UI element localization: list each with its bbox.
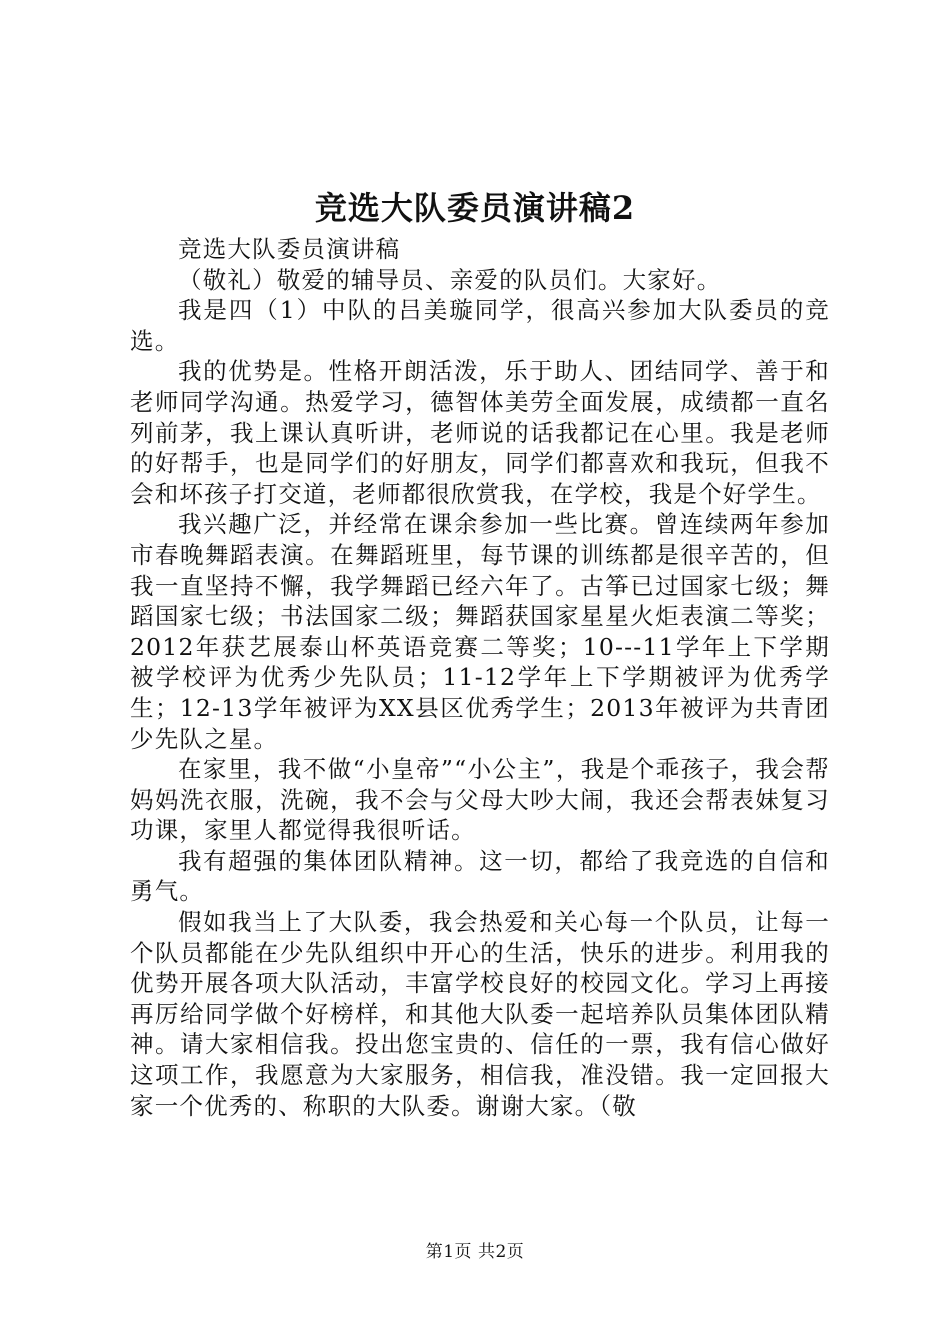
paragraph-interests-awards: 我兴趣广泛，并经常在课余参加一些比赛。曾连续两年参加市春晚舞蹈表演。在舞蹈班里，每节课的训练都是很辛苦的，但我一直坚持不懈，我学舞蹈已经六年了。古筝已过国家七级；舞蹈国家七级；书法国家二级；舞蹈获国家星星火炬表演二等奖；2012年获艺展泰山杯英语竞赛二等奖；10---11学年上下学期被学校评为优秀少先队员；11-12学年上下学期被评为优秀学生；12-13学年被评为XX县区优秀学生；2013年被评为共青团少先队之星。 bbox=[130, 510, 830, 753]
paragraph-team-spirit: 我有超强的集体团队精神。这一切，都给了我竞选的自信和勇气。 bbox=[130, 846, 830, 906]
paragraph-strengths: 我的优势是。性格开朗活泼，乐于助人、团结同学、善于和老师同学沟通。热爱学习，德智体美劳全面发展，成绩都一直名列前茅，我上课认真听讲，老师说的话我都记在心里。我是老师的好帮手，也是同学们的好朋友，同学们都喜欢和我玩，但我不会和坏孩子打交道，老师都很欣赏我，在学校，我是个好学生。 bbox=[130, 357, 830, 508]
paragraph-home-life: 在家里，我不做“小皇帝”“小公主”，我是个乖孩子，我会帮妈妈洗衣服，洗碗，我不会与父母大吵大闹，我还会帮表妹复习功课，家里人都觉得我很听话。 bbox=[130, 755, 830, 845]
paragraph-greeting: （敬礼）敬爱的辅导员、亲爱的队员们。大家好。 bbox=[178, 265, 722, 294]
document-body bbox=[130, 234, 830, 1121]
paragraph-promises: 假如我当上了大队委，我会热爱和关心每一个队员，让每一个队员都能在少先队组织中开心的生活，快乐的进步。利用我的优势开展各项大队活动，丰富学校良好的校园文化。学习上再接再厉给同学做个好榜样，和其他大队委一起培养队员集体团队精神。请大家相信我。投出您宝贵的、信任的一票，我有信心做好这项工作，我愿意为大家服务，相信我，准没错。我一定回报大家一个优秀的、称职的大队委。谢谢大家。（敬 bbox=[130, 908, 830, 1120]
page-number-footer: 第1页 共2页 bbox=[425, 1242, 525, 1262]
paragraph-introduction: 我是四（1）中队的吕美璇同学，很高兴参加大队委员的竞选。 bbox=[130, 296, 830, 355]
paragraph-heading: 竞选大队委员演讲稿 bbox=[178, 235, 401, 263]
document-title: 竞选大队委员演讲稿2 bbox=[314, 189, 636, 227]
